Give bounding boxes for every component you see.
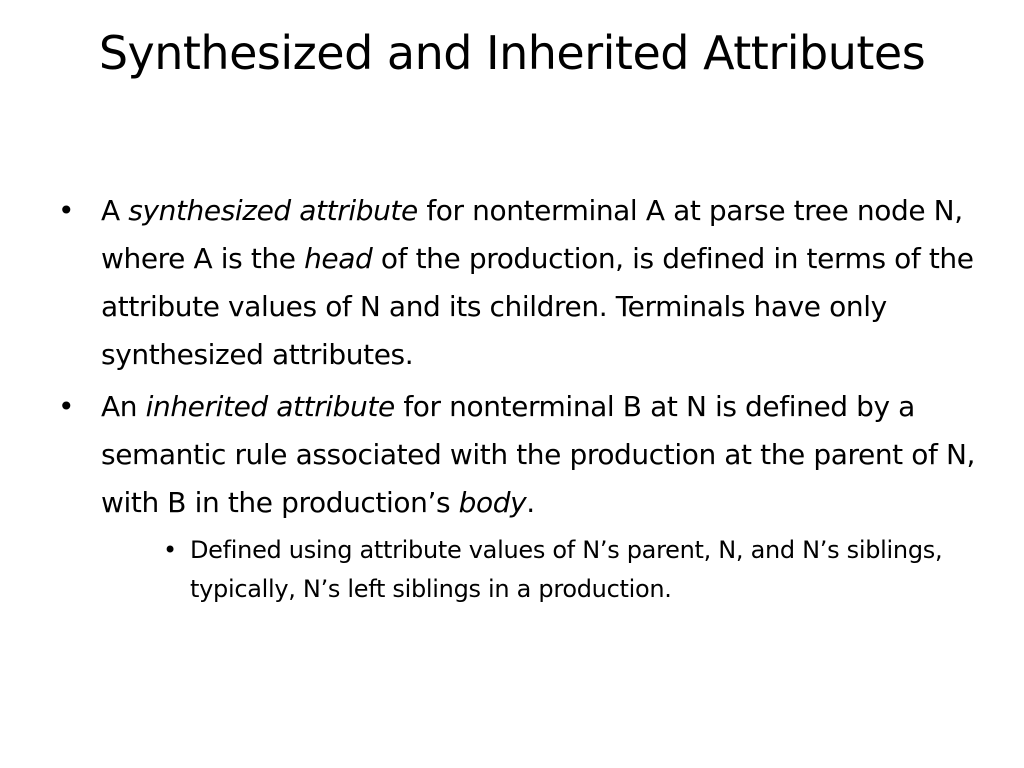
term-body: body — [458, 486, 527, 519]
bullet-text — [101, 194, 974, 371]
bullet-text-segment: of the production, is defined in terms of the attribute values of N and its children. Terminals have only synthesized attributes. — [101, 242, 974, 371]
bullet-text-segment: An — [101, 390, 146, 423]
sub-bullet-defined-using — [163, 531, 978, 609]
term-head: head — [304, 242, 373, 275]
sub-bullet-text: Defined using attribute values of N’s parent, N, and N’s siblings, typically, N’s left siblings in a production. — [190, 536, 943, 603]
bullet-text-segment: . — [526, 486, 535, 519]
bullet-text — [101, 390, 975, 519]
bullet-text-segment: A — [101, 194, 129, 227]
bullet-inherited-attribute — [58, 383, 978, 527]
bullet-marker: • — [58, 194, 75, 227]
term-inherited-attribute: inherited attribute — [145, 390, 395, 423]
slide-title: Synthesized and Inherited Attributes — [98, 26, 926, 80]
bullet-marker: • — [58, 390, 75, 423]
term-synthesized-attribute: synthesized attribute — [128, 194, 418, 227]
slide-body — [58, 187, 978, 609]
bullet-text-segment: for nonterminal A at parse tree node N, where A is the — [101, 194, 963, 275]
bullet-text-segment: for nonterminal B at N is defined by a semantic rule associated with the production at the parent of N, with B in the production’s — [101, 390, 975, 519]
sub-bullet-marker: • — [163, 536, 177, 564]
bullet-synthesized-attribute — [58, 187, 978, 379]
